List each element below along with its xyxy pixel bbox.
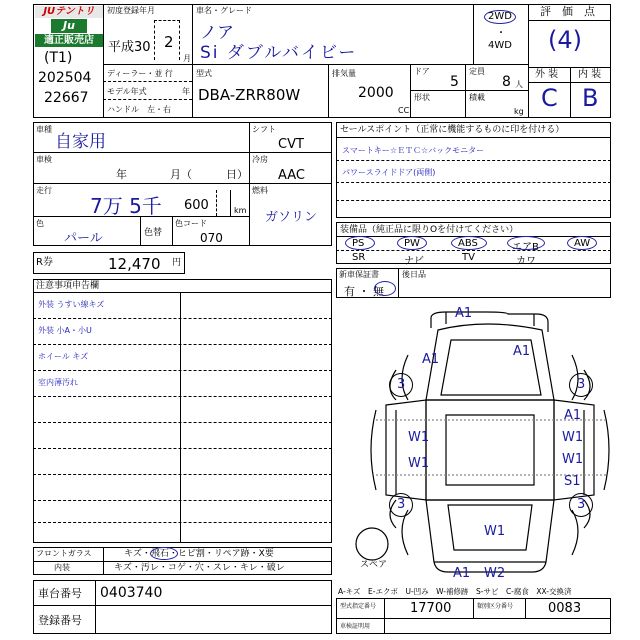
dealer-label: ディーラー・並 行 [107, 69, 173, 78]
equip-airbag: エアB [512, 242, 539, 253]
drive-4wd: 4WD [488, 40, 512, 51]
vehicle-type-value: 自家用 [55, 132, 106, 152]
recycle-fee-value: 12,470 [108, 255, 161, 273]
mileage-value: 7万 5千 [90, 194, 162, 218]
class-number-value: 0083 [548, 601, 582, 616]
equip-ps: PS [352, 238, 365, 249]
lot-code: (T1) [44, 50, 73, 66]
eval-label: 評 価 点 [540, 5, 595, 18]
shape-label: 形状 [414, 93, 430, 102]
load-label: 積載 [469, 93, 485, 102]
mark-rear-a1: A1 [453, 566, 471, 581]
interior-value: キズ・汚レ・コゲ・穴・スレ・キレ・破レ [114, 563, 285, 573]
disp-value: 2000 [358, 85, 394, 101]
shift-value: CVT [278, 137, 304, 152]
reg-later-label: 後日品 [402, 270, 426, 279]
car-name: ノア [200, 23, 234, 43]
mark-fr-wheel: 3 [577, 377, 586, 392]
equip-navi: ナビ [404, 256, 424, 267]
model-year-unit: 年 [182, 87, 190, 96]
door-value: 5 [450, 74, 459, 90]
ac-value: AAC [278, 168, 305, 183]
mark-front-a1: A1 [455, 306, 473, 321]
drive-2wd: 2WD [488, 11, 512, 22]
class-number-label: 類別区分番号 [477, 603, 514, 610]
inspect-label: 車検 [36, 155, 52, 164]
mileage-unit: km [234, 206, 247, 215]
front-glass-label: フロントガラス [36, 549, 92, 558]
mark-right-s1: S1 [564, 474, 581, 489]
regno-label: 登録番号 [38, 614, 82, 627]
drive-dot: ・ [496, 28, 506, 39]
model-year-label: モデル年式 [107, 87, 147, 96]
inspect-month: 月（ [170, 168, 192, 181]
mark-right-a1: A1 [564, 408, 582, 423]
mark-left-w1-a: W1 [408, 430, 430, 445]
mark-rear-w2: W2 [484, 566, 506, 581]
spare-label: スペア [360, 560, 388, 570]
int-label: 内 装 [578, 69, 602, 80]
inspect-day: 日） [226, 168, 248, 181]
load-unit: kg [514, 107, 524, 116]
equip-abs: ABS [458, 238, 478, 249]
first-reg-label: 初度登録年月 [107, 6, 155, 15]
equip-pw: PW [404, 238, 420, 249]
color-value: パール [64, 231, 103, 246]
ju-logo [35, 6, 103, 50]
sales-line-1: スマートキー☆ＥＴＣ☆バックモニター [342, 146, 485, 155]
era: 平成30 [108, 40, 151, 55]
equip-sr: SR [352, 252, 366, 263]
mark-rl-wheel: 3 [397, 497, 406, 512]
equip-header: 装備品（純正品に限りOを付けてください） [340, 225, 519, 235]
note-line-3: ホイール キズ [38, 352, 89, 361]
note-line-4: 室内薄汚れ [38, 378, 78, 387]
mark-left-w1-b: W1 [408, 456, 430, 471]
month: 2 [164, 33, 174, 51]
cap-value: 8 [502, 74, 511, 90]
ext-value: C [541, 84, 558, 112]
interior-label: 内装 [54, 563, 70, 572]
fuel-value: ガソリン [265, 210, 318, 225]
fuel-label: 燃料 [252, 186, 268, 195]
shift-label: シフト [252, 125, 276, 134]
notes-header: 注意事項申告欄 [36, 281, 100, 291]
color-label: 色 [36, 219, 44, 228]
mileage-extra: 600 [184, 198, 209, 213]
cert-label: 車検証明用 [340, 623, 371, 630]
eval-value: (4) [548, 26, 582, 54]
equip-tv: TV [462, 252, 475, 263]
cap-unit: 人 [515, 80, 523, 89]
front-glass-value: キズ・飛石・ヒビ割・リペア跡・X要 [124, 549, 274, 559]
mark-fl-wheel: 3 [397, 377, 406, 392]
sales-header: セールスポイント（正常に機能するものに印を付ける） [340, 125, 565, 135]
chassis-label: 車台番号 [38, 587, 82, 600]
warranty-label: 新車保証書 [339, 270, 379, 279]
lot-line2: 22667 [44, 90, 89, 106]
type-value: DBA-ZRR80W [198, 86, 301, 104]
disp-unit: CC [398, 106, 410, 115]
door-label: ドア [414, 67, 430, 76]
note-line-1: 外装 うすい線キズ [38, 300, 105, 309]
cap-label: 定員 [469, 67, 485, 76]
vehicle-type-label: 車種 [36, 125, 52, 134]
logo-bottom: 適正販売店 [35, 34, 103, 47]
model-number-value: 17700 [410, 601, 452, 616]
mark-rr-wheel: 3 [577, 497, 586, 512]
recycle-fee-unit: 円 [172, 258, 182, 268]
mark-right-w1-b: W1 [562, 452, 584, 467]
inspect-year: 年 [116, 168, 127, 181]
color-code-value: 070 [200, 231, 223, 245]
lot-line1: 202504 [38, 70, 92, 86]
sales-line-2: パワースライドドア(両側) [342, 168, 436, 177]
month-unit: 月 [183, 54, 191, 63]
chassis-value: 0403740 [100, 585, 163, 601]
warranty-value: 有 ・ 無 [344, 285, 384, 298]
mark-right-w1-a: W1 [562, 430, 584, 445]
recycle-fee-label: R券 [36, 257, 53, 268]
int-value: B [582, 84, 599, 112]
mark-rear-w1: W1 [484, 524, 506, 539]
mark-fr-a1: A1 [513, 344, 531, 359]
logo-mid: Ju [51, 19, 87, 33]
color-code-label: 色コード [175, 219, 207, 228]
grade: Si ダブルバイビー [200, 43, 358, 63]
handle-label: ハンドル 左・右 [107, 105, 171, 114]
mark-fl-a1: A1 [422, 352, 440, 367]
ac-label: 冷房 [252, 155, 268, 164]
ext-label: 外 装 [535, 69, 559, 80]
type-label: 型式 [196, 69, 212, 78]
damage-legend: A-キズ E-エクボ U-凹み W-補修跡 S-サビ C-腐食 XX-交換済 [338, 587, 572, 596]
mileage-label: 走行 [36, 186, 52, 195]
car-name-label: 車名・グレード [196, 6, 252, 15]
equip-aw: AW [574, 238, 591, 249]
equip-leather: カワ [516, 256, 536, 267]
logo-top: JUテントリ [35, 6, 103, 18]
color-change-label: 色替 [144, 228, 163, 238]
disp-label: 排気量 [332, 69, 356, 78]
model-number-label: 型式指定番号 [340, 603, 377, 610]
note-line-2: 外装 小A・小U [38, 326, 92, 335]
